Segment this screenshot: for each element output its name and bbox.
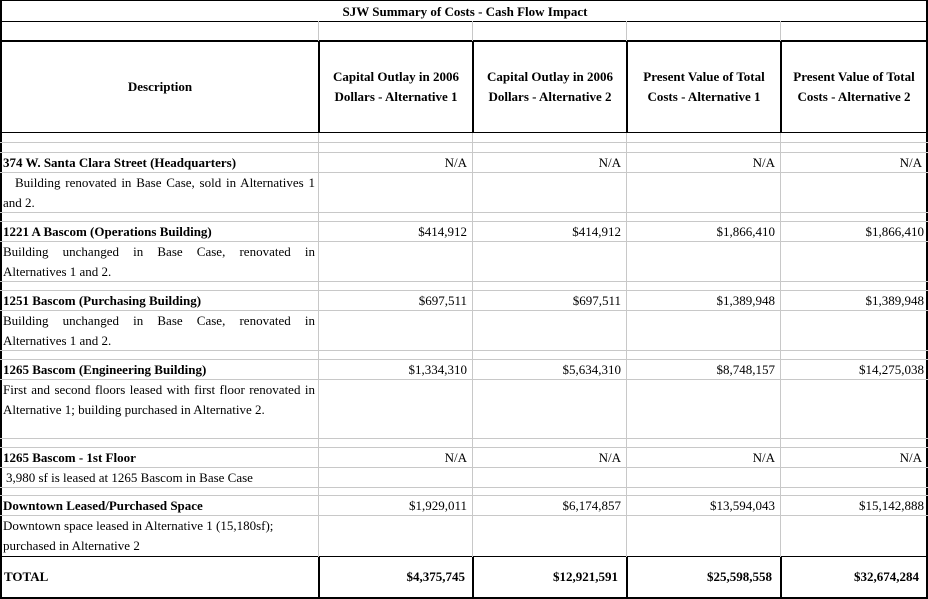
value-cell: N/A (444, 450, 467, 465)
gridline (0, 359, 928, 360)
header-bottom-border (0, 132, 928, 133)
value-cell: N/A (752, 450, 775, 465)
value-cell: N/A (899, 450, 922, 465)
row-note: Downtown space leased in Alternative 1 (15,180sf); purchased in Alternative 2 (3, 518, 274, 553)
value-cell: N/A (598, 450, 621, 465)
row-title: 1265 Bascom (Engineering Building) (3, 362, 207, 377)
value-cell: N/A (444, 155, 467, 170)
value-cell: $1,389,948 (716, 293, 775, 308)
value-cell: N/A (598, 155, 621, 170)
sheet-title: SJW Summary of Costs - Cash Flow Impact (342, 4, 588, 19)
total-top-border (0, 556, 928, 557)
value-cell: $1,866,410 (716, 224, 775, 239)
gridline (0, 221, 928, 222)
row-title: 1251 Bascom (Purchasing Building) (3, 293, 202, 308)
total-value: $25,598,558 (707, 569, 772, 584)
value-cell: $5,634,310 (562, 362, 621, 377)
header-capital-outlay-alt1: Capital Outlay in 2006 Dollars - Alternative 1 (332, 69, 460, 104)
value-cell: $6,174,857 (562, 498, 621, 513)
value-cell: N/A (752, 155, 775, 170)
total-value: $4,375,745 (406, 569, 465, 584)
row-title: Downtown Leased/Purchased Space (3, 498, 203, 513)
row-note: Building renovated in Base Case, sold in Alternatives 1 and 2. (3, 175, 315, 210)
gridline (0, 290, 928, 291)
value-cell: N/A (899, 155, 922, 170)
value-cell: $13,594,043 (710, 498, 775, 513)
total-label: TOTAL (4, 569, 49, 584)
row-title: 1221 A Bascom (Operations Building) (3, 224, 212, 239)
header-present-value-alt2: Present Value of Total Costs - Alternative 2 (793, 69, 915, 104)
total-value: $32,674,284 (854, 569, 919, 584)
value-cell: $1,334,310 (408, 362, 467, 377)
header-present-value-alt1: Present Value of Total Costs - Alternative 1 (643, 69, 765, 104)
header-description: Description (127, 79, 193, 94)
title-row (0, 0, 928, 22)
value-cell: $8,748,157 (716, 362, 775, 377)
gridline (0, 447, 928, 448)
value-cell: $14,275,038 (859, 362, 924, 377)
gridline-vertical (780, 21, 781, 41)
gridline-vertical (472, 133, 473, 557)
value-cell: $414,912 (418, 224, 467, 239)
value-cell: $1,866,410 (865, 224, 924, 239)
total-value: $12,921,591 (553, 569, 618, 584)
row-note: First and second floors leased with first floor renovated in Alternative 1; building purchased in Alternative 2. (3, 382, 315, 417)
value-cell: $697,511 (418, 293, 467, 308)
row-title: 374 W. Santa Clara Street (Headquarters) (3, 155, 237, 170)
value-cell: $1,389,948 (865, 293, 924, 308)
gridline-vertical (626, 133, 627, 557)
row-note: Building unchanged in Base Case, renovated in Alternatives 1 and 2. (3, 244, 315, 279)
gridline-vertical (626, 21, 627, 41)
title-divider (0, 21, 928, 22)
gridline-vertical (780, 133, 781, 557)
value-cell: $1,929,011 (408, 498, 467, 513)
gridline-vertical (318, 133, 319, 557)
gridline (0, 152, 928, 153)
gridline-vertical (318, 21, 319, 41)
row-note: 3,980 sf is leased at 1265 Bascom in Base Case (6, 470, 253, 485)
value-cell: $697,511 (572, 293, 621, 308)
gridline (0, 438, 928, 439)
value-cell: $15,142,888 (859, 498, 924, 513)
gridline (0, 495, 928, 496)
row-title: 1265 Bascom - 1st Floor (3, 450, 136, 465)
value-cell: $414,912 (572, 224, 621, 239)
gridline (0, 142, 928, 143)
row-note: Building unchanged in Base Case, renovated in Alternatives 1 and 2. (3, 313, 315, 348)
gridline-vertical (472, 21, 473, 41)
header-capital-outlay-alt2: Capital Outlay in 2006 Dollars - Alternative 2 (486, 69, 614, 104)
